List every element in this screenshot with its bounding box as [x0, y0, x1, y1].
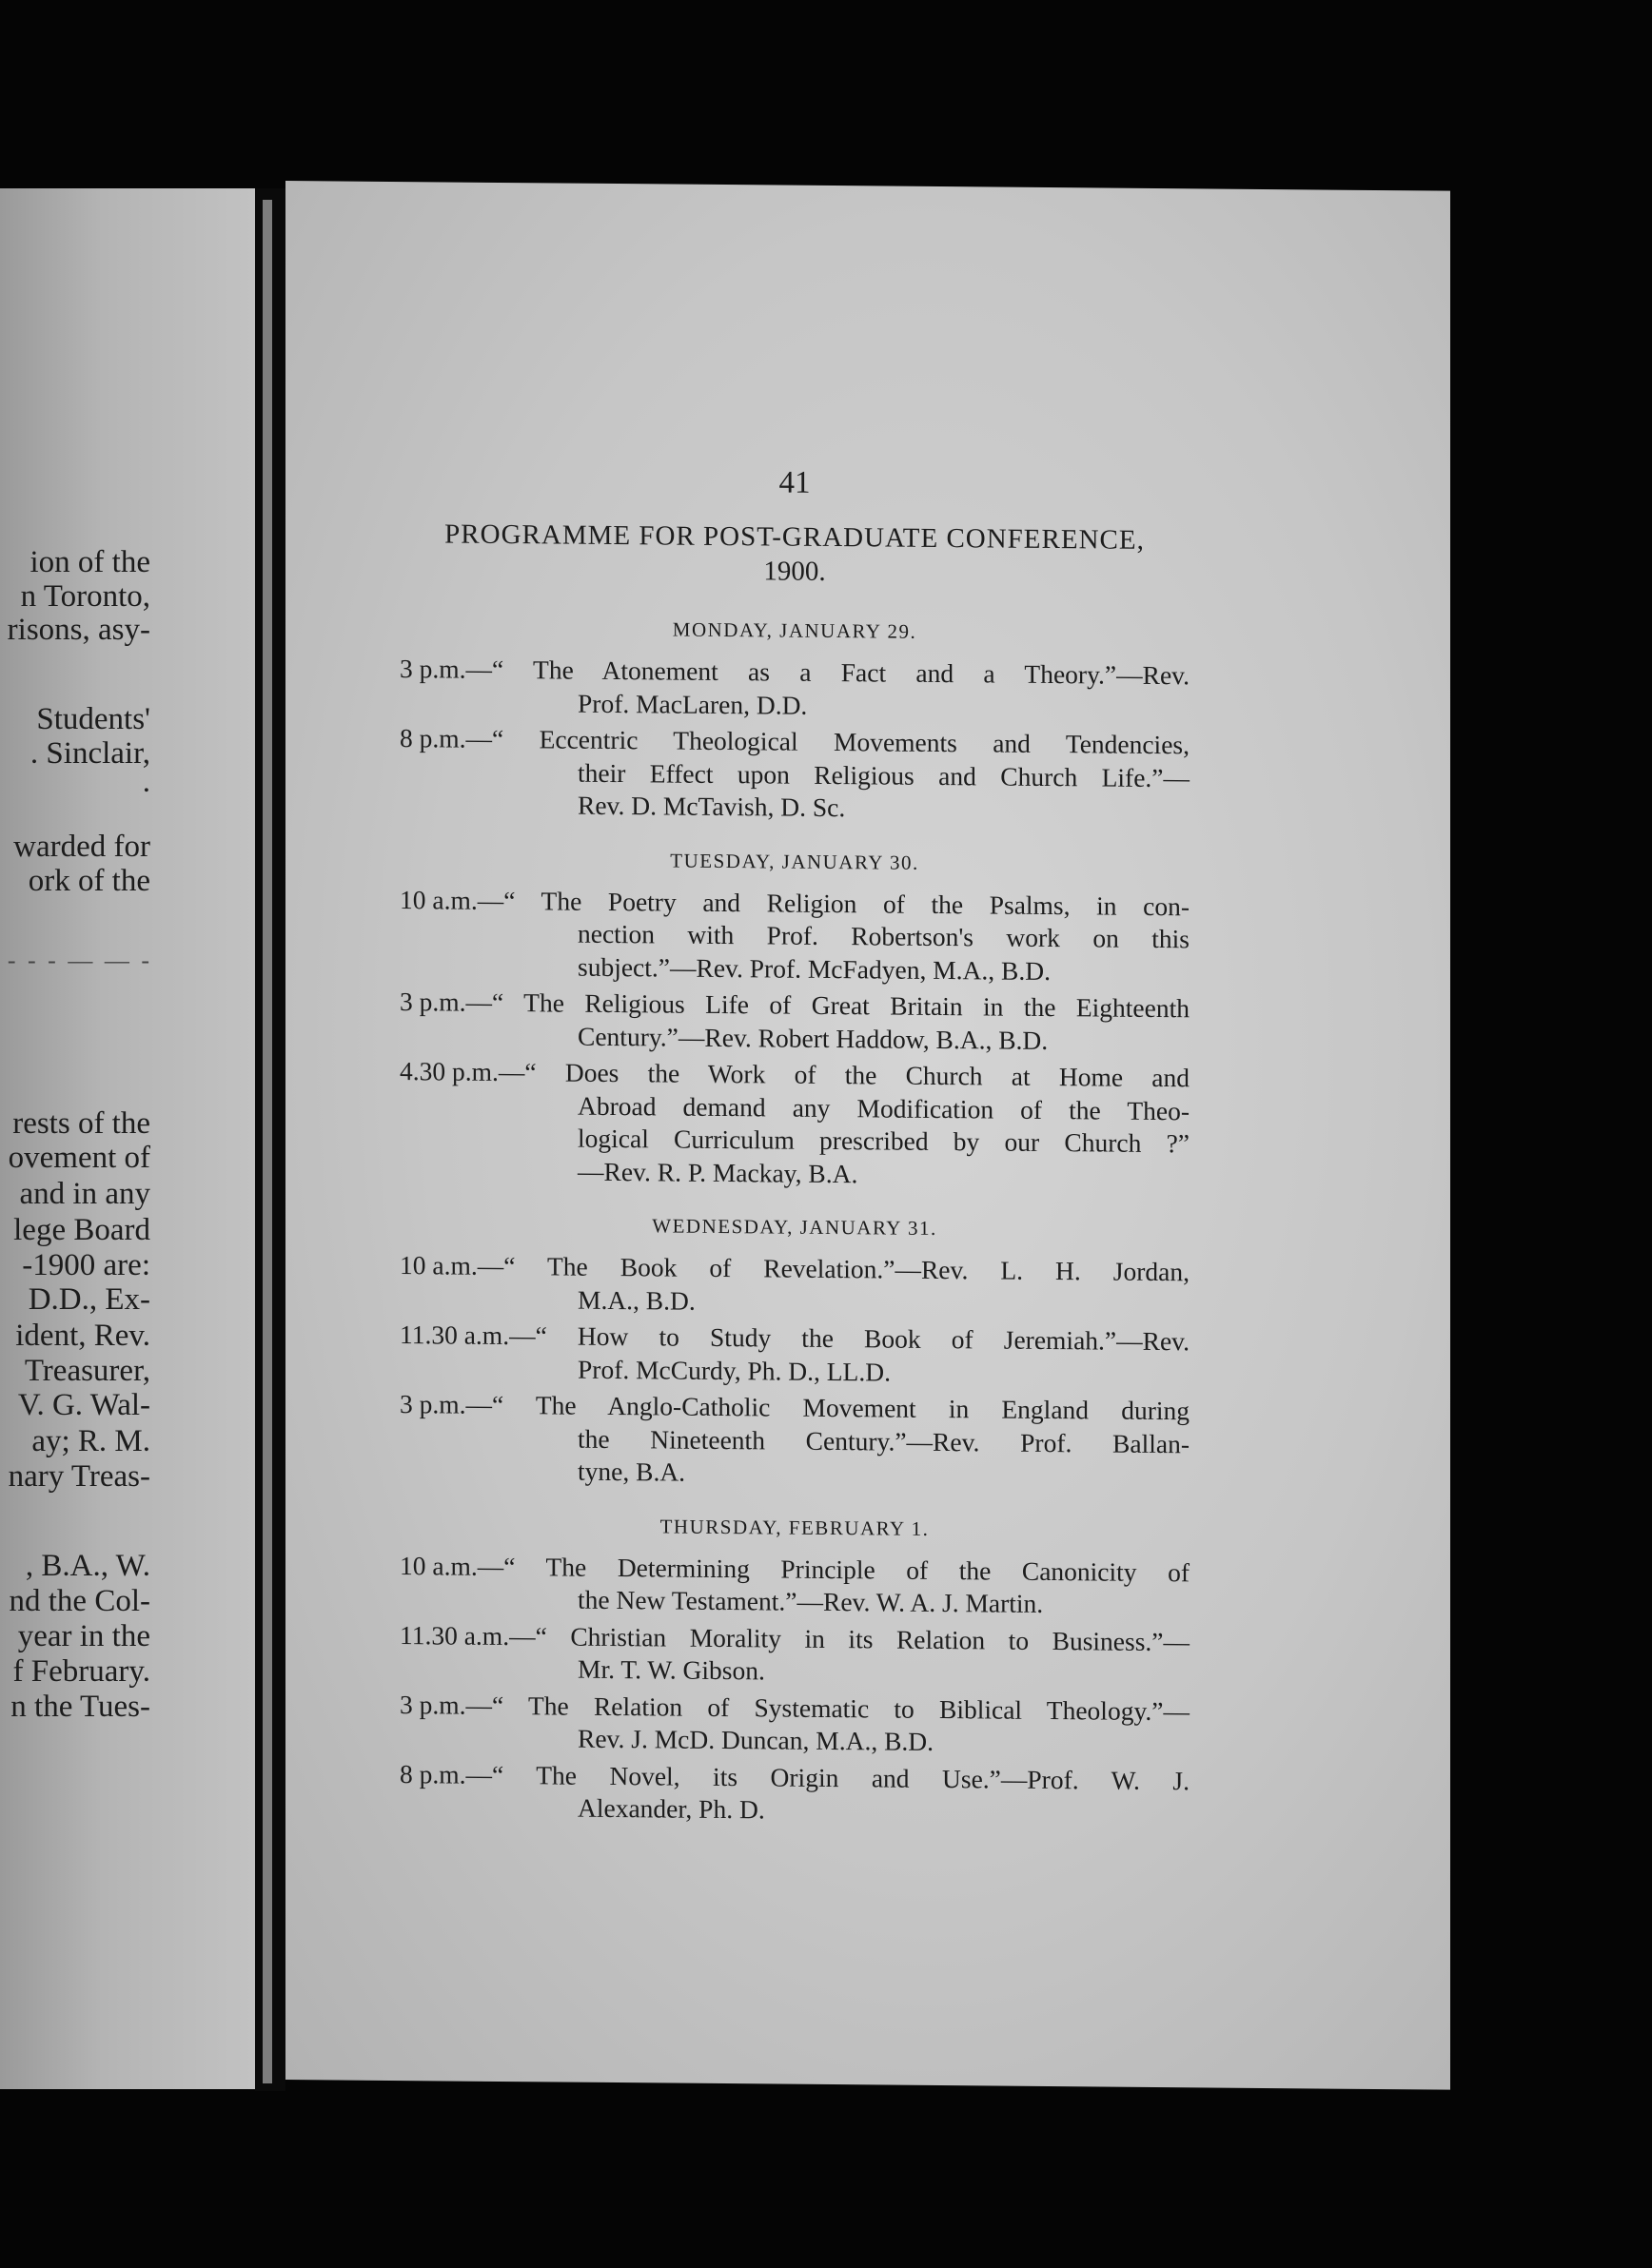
session-first-line [400, 986, 1190, 1026]
left-text-line: f February. [12, 1654, 150, 1689]
session-first-line [400, 653, 1190, 693]
left-text-line: lege Board [13, 1213, 150, 1247]
left-text-line: ay; R. M. [31, 1424, 150, 1458]
left-text-line: rests of the [12, 1106, 150, 1141]
left-text-line: -1900 are: [22, 1248, 150, 1282]
session-continuation-line: M.A., B.D. [578, 1284, 696, 1316]
left-text-line: . Sinclair, [30, 736, 150, 771]
session-continuation-line: the Nineteenth Century.”—Rev. Prof. Ballan- [578, 1423, 1190, 1458]
session-text: “ Does the Work of the Church at Home and [524, 1057, 1190, 1093]
session-continuation-line: their Effect upon Religious and Church Life.”— [578, 757, 1190, 792]
session-text: “ The Atonement as a Fact and a Theory.”—Rev. [492, 654, 1190, 691]
session-time: 11.30 a.m.— [400, 1619, 536, 1651]
session-time: 10 a.m.— [400, 1550, 504, 1581]
session-first-line [400, 1619, 1190, 1659]
session-entry [400, 1319, 1190, 1391]
session-time: 3 p.m.— [400, 1689, 493, 1720]
session-first-line [400, 1055, 1190, 1095]
session-time: 3 p.m.— [400, 1389, 493, 1419]
left-text-line: ork of the [28, 864, 150, 898]
left-text-line: V. G. Wal- [17, 1388, 150, 1422]
session-time: 3 p.m.— [400, 654, 493, 684]
gutter-edge [263, 200, 272, 2083]
session-text: “ Christian Morality in its Relation to Business.”— [535, 1620, 1190, 1656]
session-continuation-line: Prof. MacLaren, D.D. [578, 688, 808, 720]
left-text-line: , B.A., W. [25, 1549, 150, 1583]
day-heading: TUESDAY, JANUARY 30. [670, 849, 919, 874]
session-continuation-line: Prof. McCurdy, Ph. D., LL.D. [578, 1354, 891, 1387]
left-text-line: warded for [13, 830, 150, 864]
session-continuation-line: Rev. J. McD. Duncan, M.A., B.D. [578, 1723, 934, 1756]
left-text-line: D.D., Ex- [28, 1282, 150, 1317]
session-first-line [400, 1689, 1190, 1729]
programme-schedule [400, 613, 1190, 1830]
session-entry [400, 653, 1190, 725]
session-entry [400, 1388, 1190, 1494]
page-number: 41 [778, 465, 811, 500]
left-text-line: nd the Col- [9, 1584, 150, 1618]
session-first-line [400, 884, 1190, 924]
session-continuation-line: nection with Prof. Robertson's work on this [578, 918, 1190, 954]
session-time: 10 a.m.— [400, 1250, 504, 1281]
day-heading: MONDAY, JANUARY 29. [672, 617, 917, 643]
session-time: 8 p.m.— [400, 723, 493, 753]
session-continuation-line: Abroad demand any Modification of the Theo- [578, 1090, 1190, 1125]
session-text: “ The Relation of Systematic to Biblical Theology.”— [492, 1690, 1190, 1726]
left-text-line: Treasurer, [24, 1354, 150, 1388]
session-continuation-line: logical Curriculum prescribed by our Church ?” [578, 1123, 1190, 1159]
session-time: 10 a.m.— [400, 884, 504, 915]
left-text-line: n the Tues- [10, 1690, 150, 1724]
session-continuation-line: Alexander, Ph. D. [578, 1792, 765, 1825]
session-text: “ How to Study the Book of Jeremiah.”—Rev. [535, 1320, 1190, 1357]
session-entry [400, 1689, 1190, 1761]
session-first-line [400, 1758, 1190, 1798]
left-text-line: Students' [36, 702, 150, 736]
left-text-line: nary Treas- [8, 1459, 150, 1494]
session-first-line [400, 1388, 1190, 1428]
session-entry [400, 722, 1190, 828]
session-entry [400, 986, 1190, 1058]
session-continuation-line: —Rev. R. P. Mackay, B.A. [578, 1156, 858, 1188]
session-continuation-line: Rev. D. McTavish, D. Sc. [578, 790, 846, 823]
left-text-line: ovement of [8, 1141, 150, 1175]
day-heading: THURSDAY, FEBRUARY 1. [659, 1514, 930, 1540]
session-text: “ Eccentric Theological Movements and Tendencies, [492, 723, 1190, 760]
session-time: 8 p.m.— [400, 1758, 493, 1789]
session-continuation-line: tyne, B.A. [578, 1456, 686, 1487]
session-text: “ The Poetry and Religion of the Psalms, in con- [503, 885, 1190, 921]
left-dash-rule: - - - — — - [7, 947, 152, 974]
session-first-line [400, 1249, 1190, 1289]
left-text-line: ion of the [30, 545, 150, 579]
session-continuation-line: Mr. T. W. Gibson. [578, 1653, 765, 1686]
session-text: “ The Novel, its Origin and Use.”—Prof. W. J. [492, 1759, 1190, 1795]
session-continuation-line: Century.”—Rev. Robert Haddow, B.A., B.D. [578, 1021, 1049, 1055]
session-text: “ The Anglo-Catholic Movement in England during [492, 1389, 1190, 1426]
page-content [400, 462, 1190, 1834]
session-entry [400, 1249, 1190, 1321]
left-text-line: ident, Rev. [15, 1319, 150, 1353]
session-text: “ The Determining Principle of the Canonicity of [503, 1551, 1190, 1587]
session-entry [400, 1619, 1190, 1691]
page-year: 1900. [763, 556, 826, 587]
document-page [285, 181, 1450, 2090]
facing-page-fragment [0, 188, 255, 2089]
session-continuation-line: the New Testament.”—Rev. W. A. J. Martin. [578, 1584, 1044, 1618]
session-entry [400, 1550, 1190, 1622]
left-text-line: risons, asy- [7, 613, 150, 647]
page-title: PROGRAMME FOR POST-GRADUATE CONFERENCE, [444, 518, 1145, 556]
session-time: 4.30 p.m.— [400, 1056, 525, 1087]
session-text: “ The Religious Life of Great Britain in the Eighteenth [492, 987, 1190, 1024]
session-first-line [400, 1550, 1190, 1590]
left-text-line: n Toronto, [20, 579, 150, 614]
session-entry [400, 1758, 1190, 1830]
left-text-line: and in any [19, 1177, 150, 1211]
left-text-line: year in the [17, 1619, 150, 1653]
session-entry [400, 1055, 1190, 1193]
left-text-line: . [142, 765, 150, 799]
day-heading: WEDNESDAY, JANUARY 31. [652, 1214, 937, 1240]
session-first-line [400, 722, 1190, 762]
session-time: 11.30 a.m.— [400, 1320, 536, 1351]
session-text: “ The Book of Revelation.”—Rev. L. H. Jordan, [503, 1251, 1190, 1287]
session-entry [400, 884, 1190, 989]
session-time: 3 p.m.— [400, 987, 493, 1017]
session-continuation-line: subject.”—Rev. Prof. McFadyen, M.A., B.D. [578, 951, 1051, 986]
session-first-line [400, 1319, 1190, 1359]
